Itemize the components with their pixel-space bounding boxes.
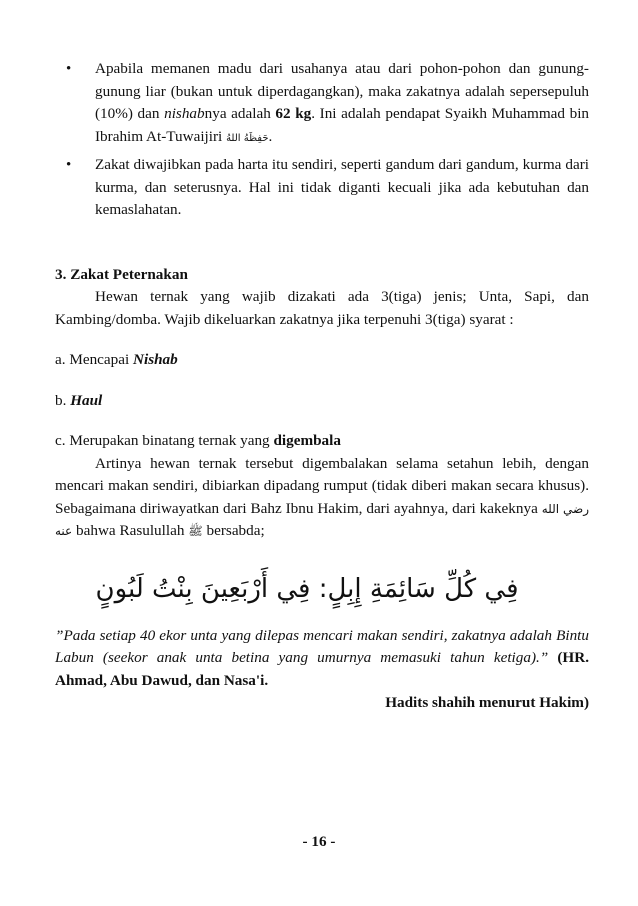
condition-a-term: Nishab [133, 351, 178, 368]
honorific-saw: ﷺ [188, 524, 203, 538]
bullet-text: Zakat diwajibkan pada harta itu sendiri, seperti gandum dari gandum, kurma dari kurma, dan seterusnya. Hal ini tidak diganti kecuali jika ada kebutuhan dan kemaslahatan. [95, 156, 589, 218]
explanation-mid: bahwa Rasulullah [72, 522, 189, 539]
section-intro: Hewan ternak yang wajib dizakati ada 3(tiga) jenis; Unta, Sapi, dan Kambing/domba. Wajib dikeluarkan zakatnya jika terpenuhi 3(tiga) syarat : [55, 288, 589, 328]
explanation-post: bersabda; [202, 522, 265, 539]
condition-a-prefix: a. Mencapai [55, 351, 134, 368]
condition-b [55, 390, 589, 413]
condition-a [55, 349, 589, 372]
bullet-list [55, 58, 589, 222]
bullet-item-honey [55, 58, 589, 150]
bullet-icon: • [66, 157, 72, 173]
bullet-icon: • [66, 61, 72, 77]
hadith-source-inline: (HR. Ahmad, Abu Dawud, dan Nasa'i. [55, 649, 589, 689]
bullet-text-pre: Apabila memanen madu dari usahanya atau dari pohon-pohon dan gunung-gunung liar (bukan untuk diperdagangkan), maka zakatnya adalah sepersepuluh (10%) dan [95, 60, 589, 122]
bullet-text-mid: nya adalah [204, 105, 276, 122]
condition-c [55, 430, 589, 453]
condition-c-prefix: c. Merupakan binatang ternak yang [55, 432, 274, 449]
condition-c-term: digembala [273, 432, 341, 449]
hadith-translation: ”Pada setiap 40 ekor unta yang dilepas mencari makan sendiri, zakatnya adalah Bintu Labun (seekor anak unta betina yang umurnya memasuki tahun ketiga).” [55, 626, 589, 666]
honorific-arabic: حَفِظَهُ اللهُ [226, 132, 269, 144]
page-number: - 16 - [302, 833, 336, 850]
hadith-source-right: Hadits shahih menurut Hakim) [385, 694, 589, 711]
hadith-translation-block [55, 625, 589, 693]
honorific-ra: رضي الله عنه [55, 501, 589, 538]
explanation-paragraph [55, 453, 589, 543]
hadith-arabic: فِي كُلِّ سَائِمَةِ إِبِلٍ: فِي أَرْبَعِينَ بِنْتُ لَبُونٍ [95, 573, 519, 604]
condition-b-term: Haul [70, 391, 103, 409]
page-content [55, 58, 589, 715]
bullet-item-obligation [55, 154, 589, 222]
section-title: 3. Zakat Peternakan [55, 265, 188, 283]
bullet-text-post: . Ini adalah pendapat Syaikh Muhammad bin Ibrahim At-Tuwaijiri [95, 105, 590, 145]
term-nishab: nishab [164, 105, 205, 122]
bullet-text-end: . [268, 127, 273, 145]
amount-62kg: 62 kg [275, 105, 312, 122]
explanation-pre: Artinya hewan ternak tersebut digembalakan selama setahun lebih, dengan mencari makan sendiri, dibiarkan dipadang rumput (tidak diberi makan secara khusus). Sebagaimana diriwayatkan dari Bahz Ibnu Hakim, dari ayahnya, dari kakeknya [55, 454, 589, 517]
condition-b-prefix: b. [55, 391, 71, 409]
